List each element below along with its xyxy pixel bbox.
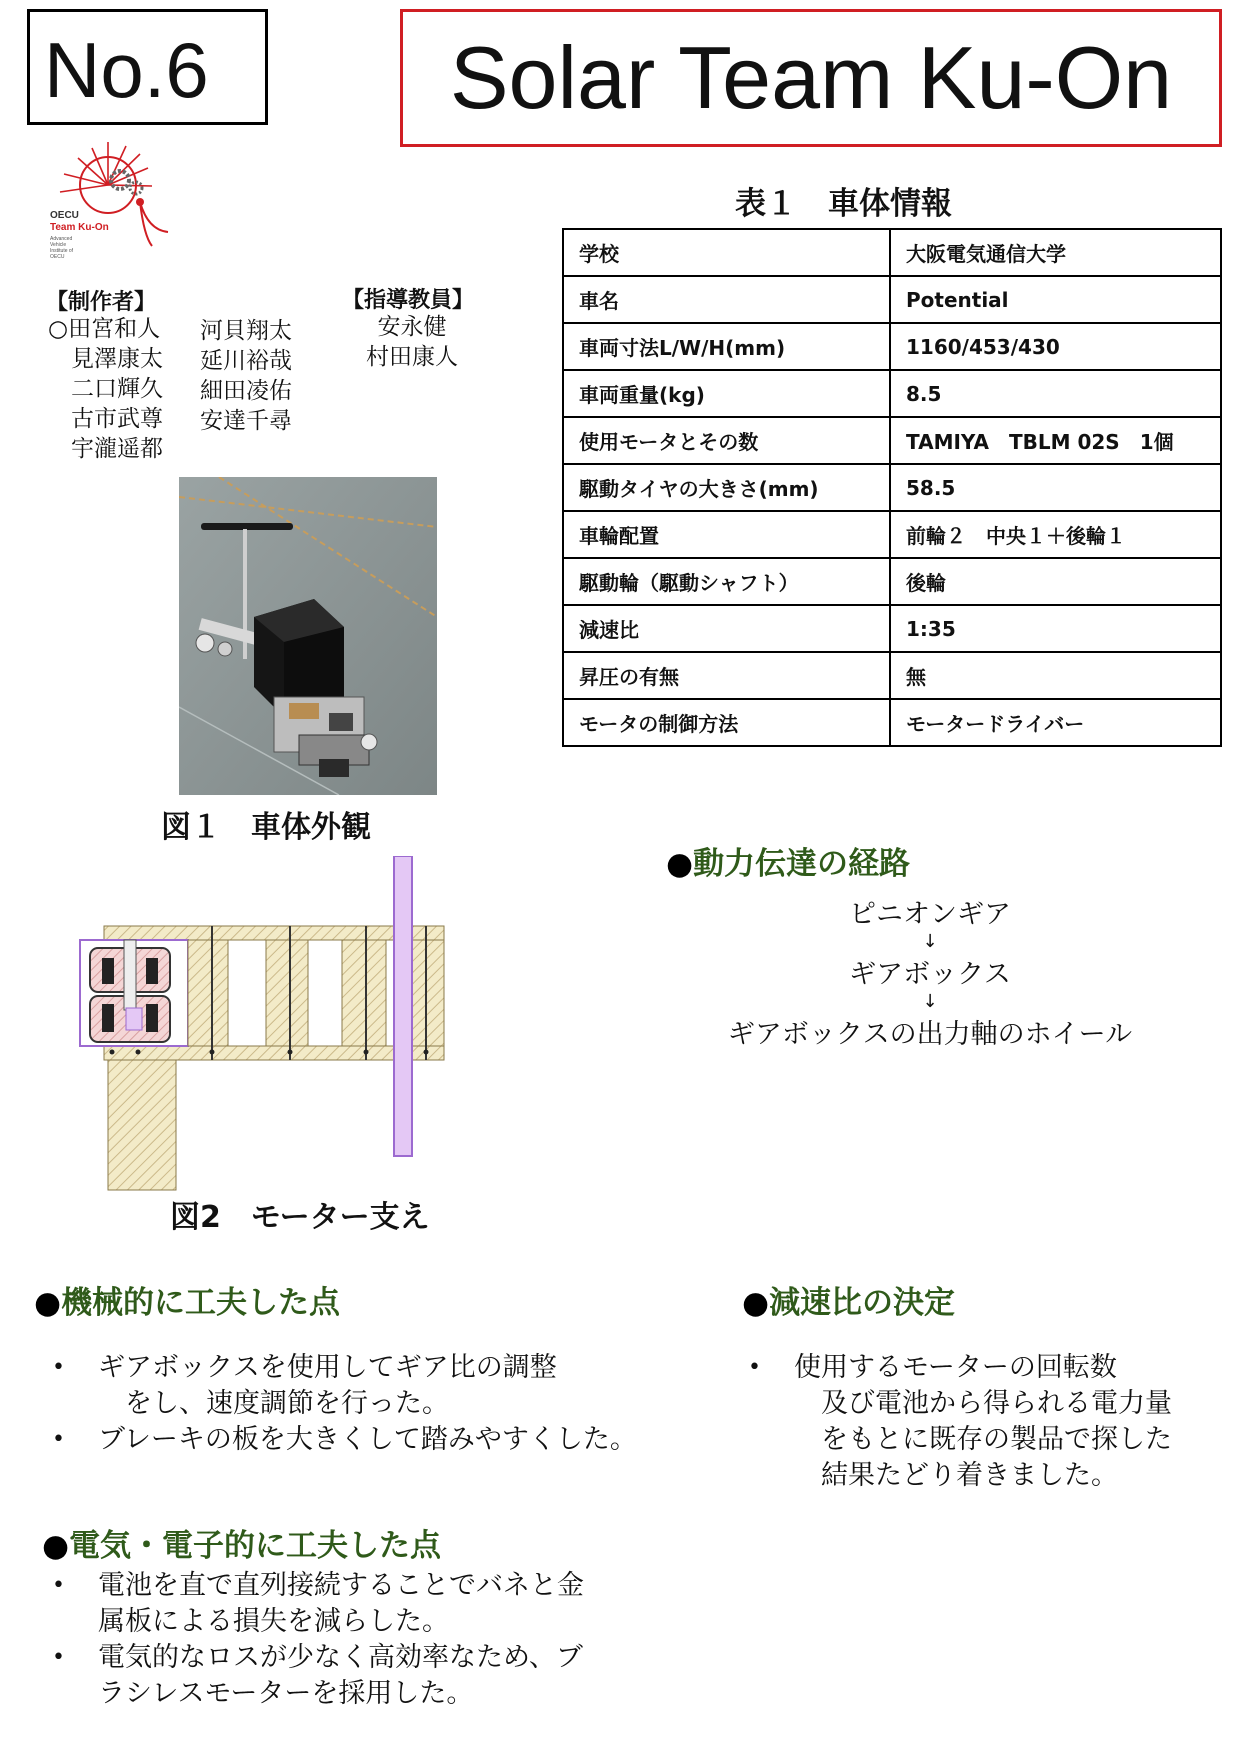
list-item: • 使用するモーターの回転数 及び電池から得られる電力量 をもとに既存の製品で探した 結果たどり着きました。 xyxy=(742,1350,1172,1494)
maker-name: 二口輝久 xyxy=(48,376,163,402)
maker-name: 細田凌佑 xyxy=(200,378,292,404)
advisors-label: 【指導教員】 xyxy=(342,288,475,313)
motor-support-diagram xyxy=(76,856,452,1210)
table-row xyxy=(563,699,1221,746)
electrical-section-title: ●電気・電子的に工夫した点 xyxy=(42,1528,442,1564)
list-item: • ブレーキの板を大きくして踏みやすくした。 xyxy=(46,1422,637,1458)
list-item: • 電気的なロスが少なく高効率なため、ブ ラシレスモーターを採用した。 xyxy=(46,1640,584,1712)
table-row xyxy=(563,652,1221,699)
advisor-name: 村田康人 xyxy=(366,344,458,370)
ratio-section-title: ●減速比の決定 xyxy=(742,1285,956,1321)
table-key: 駆動輪（駆動シャフト） xyxy=(563,558,890,605)
vehicle-spec-table xyxy=(562,228,1222,747)
vehicle-photo-illustration xyxy=(179,477,437,795)
table-row xyxy=(563,229,1221,276)
entry-number: No.6 xyxy=(27,9,268,125)
power-section-title: ●動力伝達の経路 xyxy=(666,846,911,882)
svg-text:OECU: OECU xyxy=(50,254,65,260)
table-value: 1:35 xyxy=(890,605,1221,652)
makers-col1 xyxy=(48,314,163,464)
team-logo xyxy=(48,140,178,272)
table-key: 減速比 xyxy=(563,605,890,652)
maker-name: 古市武尊 xyxy=(48,406,163,432)
bullet-dot: ● xyxy=(666,846,694,882)
flow-step: ピニオンギア xyxy=(849,899,1011,930)
advisor-name: 安永健 xyxy=(377,314,447,340)
makers-col2 xyxy=(200,316,292,436)
table-row xyxy=(563,605,1221,652)
team-title: Solar Team Ku-On xyxy=(400,9,1222,147)
table-key: 学校 xyxy=(563,229,890,276)
maker-name: 安達千尋 xyxy=(200,408,292,434)
table-key: モータの制御方法 xyxy=(563,699,890,746)
flow-step: ギアボックス xyxy=(849,959,1011,990)
table-value: TAMIYA TBLM 02S 1個 xyxy=(890,417,1221,464)
table-value: モータードライバー xyxy=(890,699,1221,746)
svg-text:OECU: OECU xyxy=(50,210,79,221)
table-value: 後輪 xyxy=(890,558,1221,605)
advisors-names xyxy=(366,312,458,372)
table-row xyxy=(563,370,1221,417)
flow-arrow: ↓ xyxy=(922,931,938,952)
table-value: 無 xyxy=(890,652,1221,699)
table-value: 1160/453/430 xyxy=(890,323,1221,370)
figure2-caption: 図2 モーター支え xyxy=(170,1200,430,1235)
flow-step: ギアボックスの出力軸のホイール xyxy=(727,1019,1133,1050)
table-key: 駆動タイヤの大きさ(mm) xyxy=(563,464,890,511)
table-value: 前輪２ 中央１＋後輪１ xyxy=(890,511,1221,558)
table-value: 大阪電気通信大学 xyxy=(890,229,1221,276)
table-row xyxy=(563,464,1221,511)
table-value: 58.5 xyxy=(890,464,1221,511)
svg-text:Institute of: Institute of xyxy=(50,248,74,254)
table-value: 8.5 xyxy=(890,370,1221,417)
list-item: • 電池を直で直列接続することでバネと金 属板による損失を減らした。 xyxy=(46,1568,584,1640)
power-flow xyxy=(690,892,1170,1051)
table-key: 昇圧の有無 xyxy=(563,652,890,699)
mechanical-list xyxy=(46,1350,637,1458)
maker-name: 見澤康太 xyxy=(48,346,163,372)
table-key: 車名 xyxy=(563,276,890,323)
mechanical-section-title: ●機械的に工夫した点 xyxy=(34,1285,341,1321)
electrical-list xyxy=(46,1568,584,1712)
maker-name: ○田宮和人 xyxy=(48,316,161,342)
flow-arrow: ↓ xyxy=(922,991,938,1012)
svg-text:Team Ku-On: Team Ku-On xyxy=(50,222,109,233)
table-row xyxy=(563,276,1221,323)
table-value: Potential xyxy=(890,276,1221,323)
table-caption: 表１ 車体情報 xyxy=(735,186,952,222)
maker-name: 延川裕哉 xyxy=(200,348,292,374)
maker-name: 宇瀧遥都 xyxy=(48,436,163,462)
table-row xyxy=(563,323,1221,370)
maker-name: 河貝翔太 xyxy=(200,318,292,344)
table-key: 車輪配置 xyxy=(563,511,890,558)
vehicle-photo xyxy=(179,477,437,795)
table-key: 車両寸法L/W/H(mm) xyxy=(563,323,890,370)
motor-support-drawing xyxy=(76,856,452,1210)
table-row xyxy=(563,417,1221,464)
table-key: 車両重量(kg) xyxy=(563,370,890,417)
logo-emblem-icon xyxy=(48,140,178,272)
table-row xyxy=(563,511,1221,558)
svg-text:Vehicle: Vehicle xyxy=(50,242,67,248)
list-item: • ギアボックスを使用してギア比の調整 をし、速度調節を行った。 xyxy=(46,1350,637,1422)
figure1-caption: 図１ 車体外観 xyxy=(161,810,371,845)
table-row xyxy=(563,558,1221,605)
svg-text:Advanced: Advanced xyxy=(50,236,73,242)
ratio-list xyxy=(742,1350,1172,1494)
makers-label: 【制作者】 xyxy=(46,290,157,315)
table-key: 使用モータとその数 xyxy=(563,417,890,464)
